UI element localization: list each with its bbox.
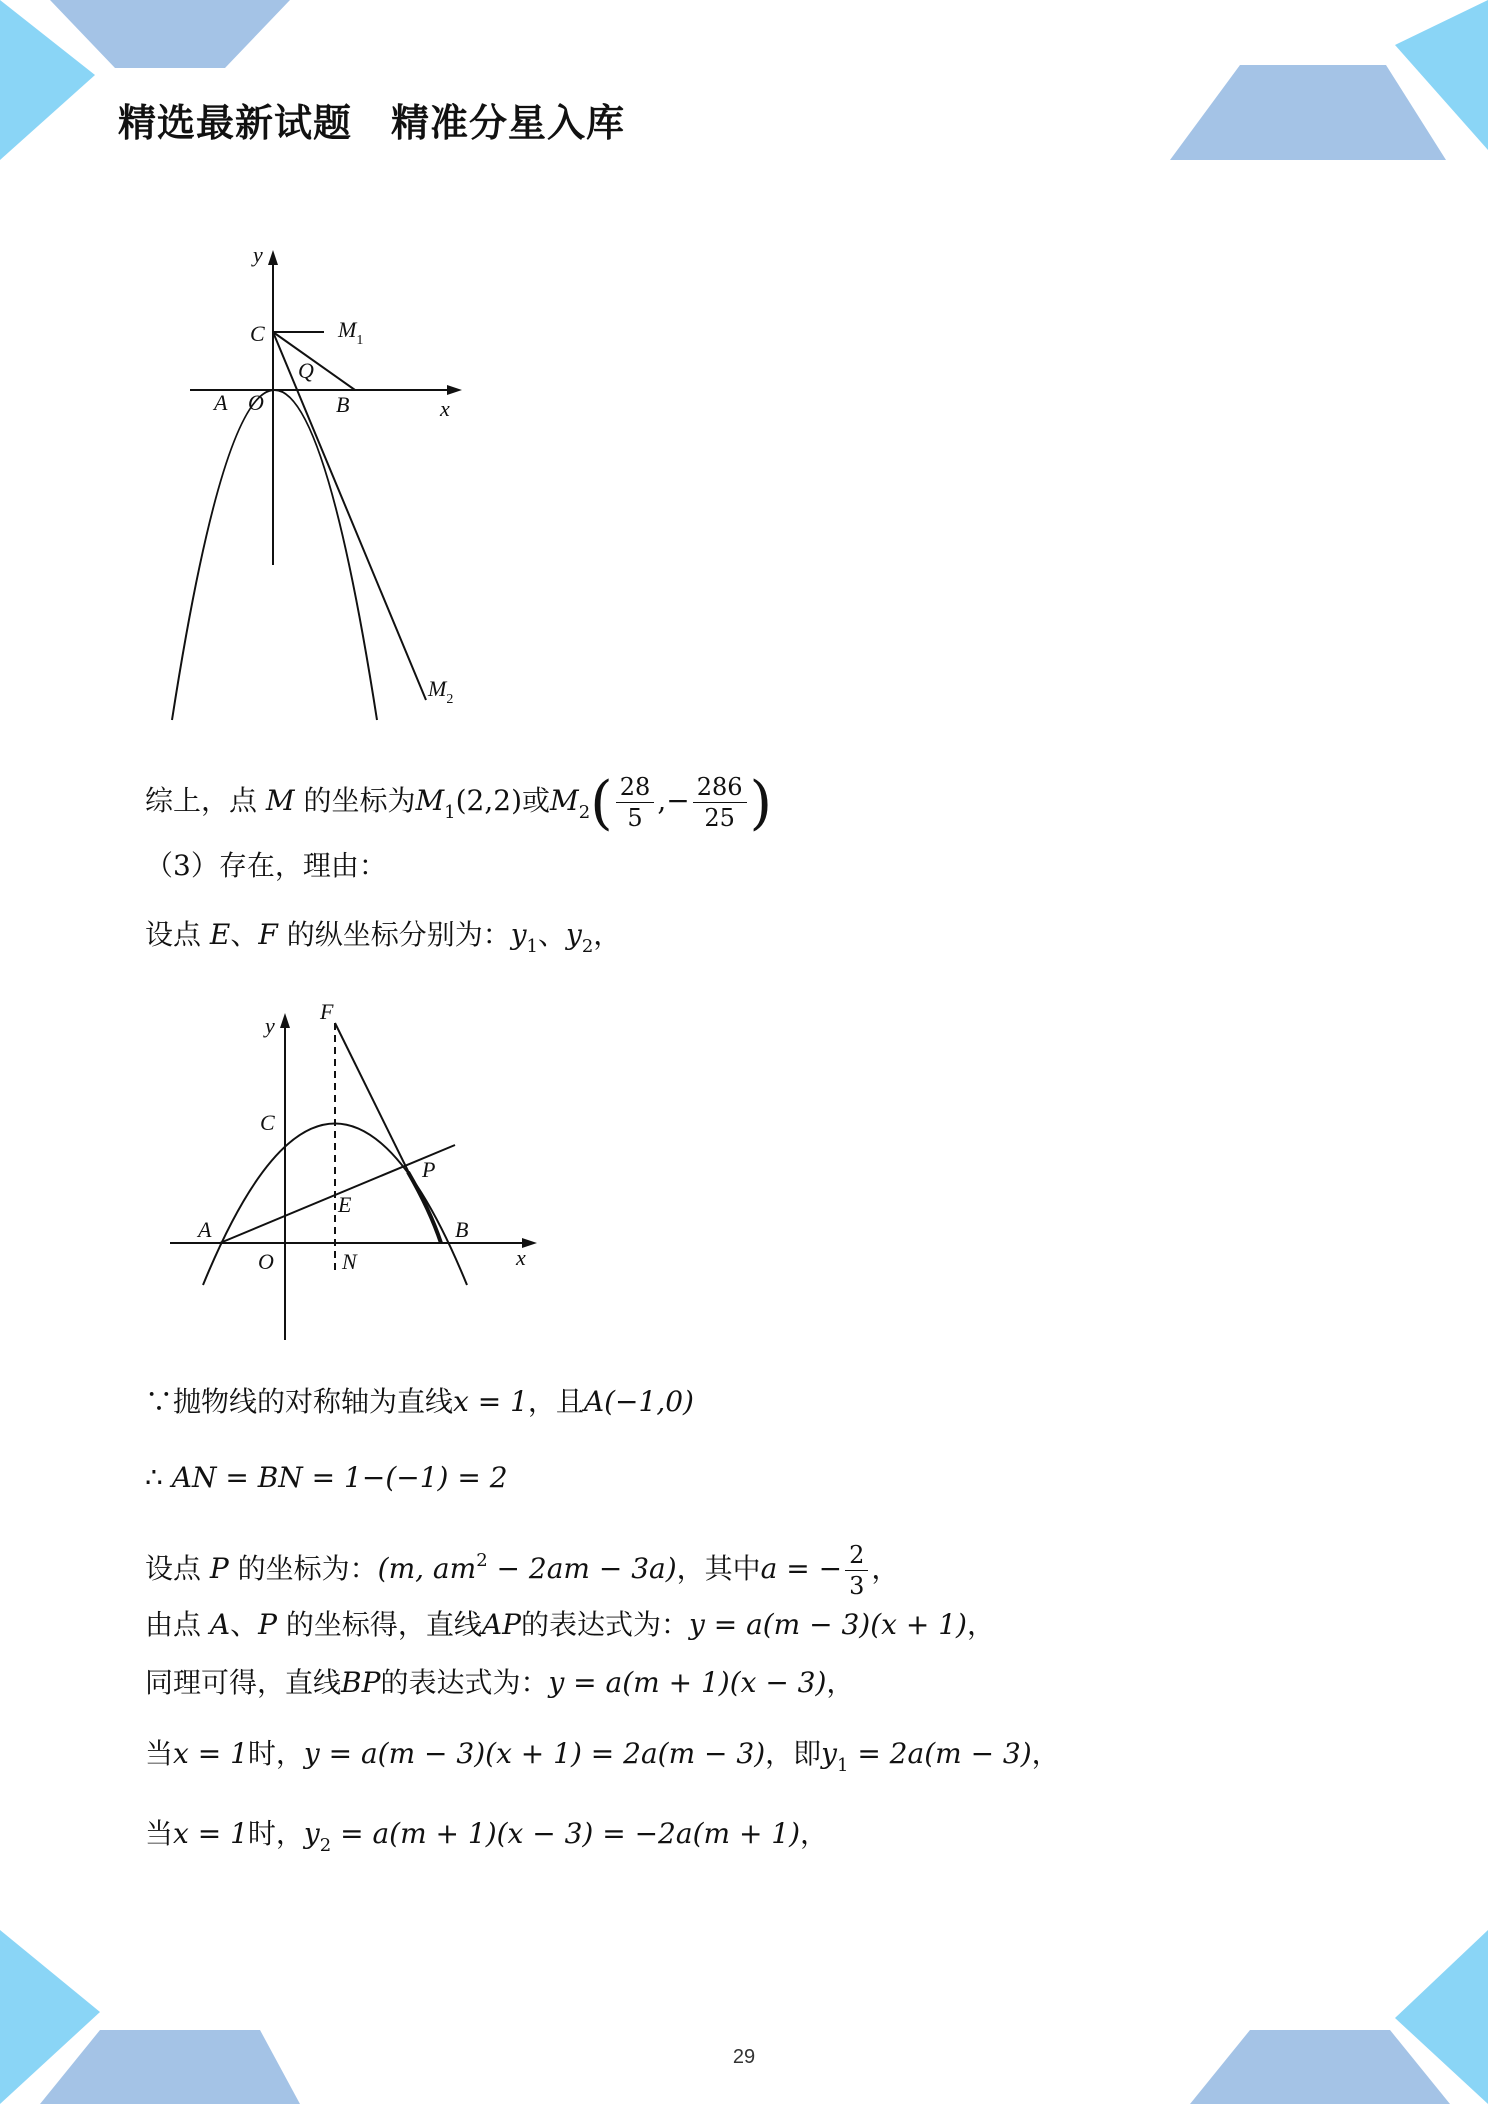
fraction-286-25: $\frac{286}{25}$ <box>693 772 747 833</box>
label-f: F <box>320 999 334 1024</box>
point-p-line: 设点 P 的坐标为：(m, $am^2 - 2am - 3a$)，其中a = − $\frac{2}{3}$ ， <box>145 1541 900 1600</box>
label-n: N <box>342 1249 357 1274</box>
line-bp-expression: 同理可得，直线BP的表达式为：y = a(m + 1)(x − 3)， <box>145 1666 855 1699</box>
parabola-curve <box>172 390 377 720</box>
label-q: Q <box>298 358 314 383</box>
arc-p-b <box>408 1172 441 1243</box>
bottom-left-decoration <box>0 1930 320 2104</box>
x-axis-arrow <box>447 385 462 395</box>
header-title: 精选最新试题 精准分星入库 <box>118 101 626 145</box>
label-x: x <box>516 1245 526 1270</box>
top-right-decoration <box>1170 0 1488 170</box>
y1-line: 当x = 1时，y = a(m − 3)(x + 1) = 2a(m − 3)，即$y_1 = 2a(m - 3)$， <box>145 1737 1060 1776</box>
label-x: x <box>440 396 450 421</box>
y-axis-arrow <box>280 1013 290 1028</box>
page-number: 29 <box>732 2046 756 2068</box>
conclusion-line: 综上，点 M 的坐标为$M_1(2,2)$或$M_2$( $\frac{28}{5}$ ,− $\frac{286}{25}$ ) <box>145 768 773 837</box>
an-bn-line: ∴ AN = BN = 1−(−1) = 2 <box>145 1461 508 1494</box>
label-y: y <box>253 242 263 267</box>
line-ap-expression: 由点 A、P 的坐标得，直线AP的表达式为：y = a(m − 3)(x + 1)， <box>145 1608 995 1641</box>
part3-heading: （3）存在，理由： <box>145 849 387 882</box>
label-a: A <box>214 390 228 415</box>
label-y: y <box>265 1013 275 1038</box>
label-c: C <box>260 1110 275 1135</box>
label-m1: $M_1$ <box>338 317 364 348</box>
label-b: B <box>455 1217 469 1242</box>
label-m2: $M_2$ <box>428 676 454 707</box>
y2-line: 当x = 1时，$y_2 = a(m + 1)(x - 3) = -2a(m + 1)$， <box>145 1817 829 1856</box>
label-c: C <box>250 321 265 346</box>
figure-parabola-m1-m2 <box>150 240 480 730</box>
figure-parabola-e-f-p <box>160 995 550 1345</box>
bottom-right-decoration <box>1170 1930 1488 2104</box>
fraction-28-5: $\frac{28}{5}$ <box>616 772 655 833</box>
segment-f-p <box>335 1023 410 1175</box>
label-p: P <box>422 1157 436 1182</box>
label-b: B <box>336 392 350 417</box>
label-a: A <box>198 1217 212 1242</box>
label-o: O <box>248 390 264 415</box>
label-o: O <box>258 1249 274 1274</box>
y-axis-arrow <box>268 250 278 265</box>
label-e: E <box>338 1192 352 1217</box>
set-e-f-line: 设点 E、F 的纵坐标分别为：$y_1$、$y_2$， <box>145 918 622 957</box>
axis-of-symmetry-line: ∵抛物线的对称轴为直线x = 1，且A(−1,0) <box>145 1385 694 1418</box>
fraction-2-3: $\frac{2}{3}$ <box>845 1540 868 1601</box>
